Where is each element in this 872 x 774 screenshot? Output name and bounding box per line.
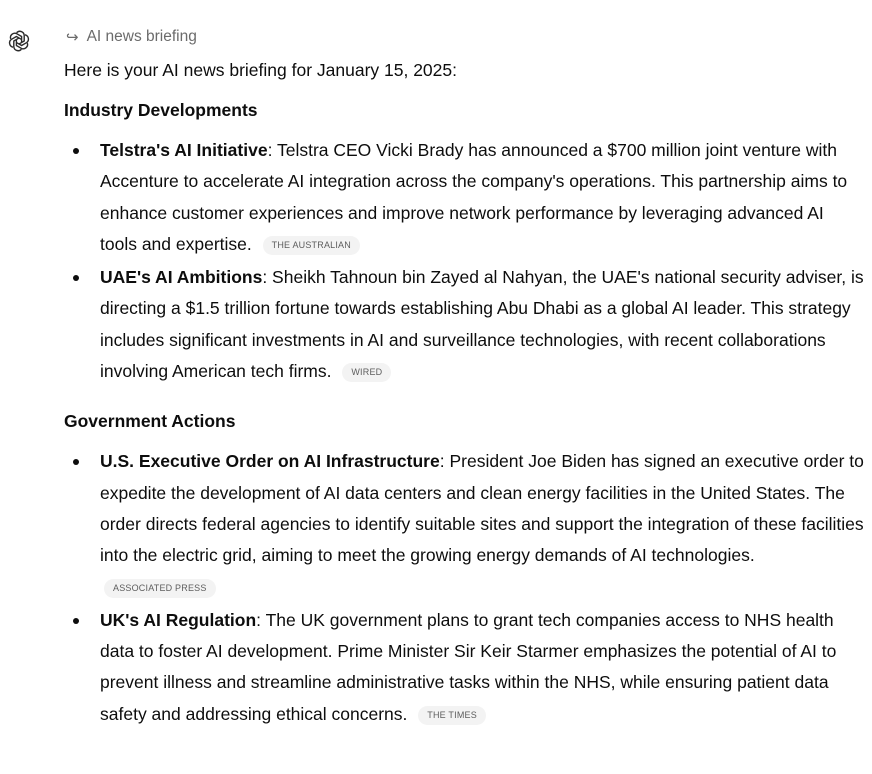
source-badge[interactable]: WIRED	[342, 363, 391, 382]
bullet-icon	[73, 459, 79, 465]
item-text: : Sheikh Tahnoun bin Zayed al Nahyan, the UAE's national security adviser, is directing a $1.5 trillion fortune towards establishing Abu Dhabi as a global AI leader. This strategy includes significant investments in AI and surveillance technologies, with recent collaborations involving American tech firms.	[100, 267, 864, 382]
source-badge[interactable]: THE TIMES	[418, 706, 486, 725]
message-content	[64, 24, 864, 732]
item-text: : Telstra CEO Vicki Brady has announced a $700 million joint venture with Accenture to accelerate AI integration across the company's operations. This partnership aims to enhance customer experiences and improve network performance by leveraging advanced AI tools and expertise.	[100, 140, 848, 254]
list-item	[64, 262, 864, 387]
item-text: : The UK government plans to grant tech companies access to NHS health data to foster AI development. Prime Minister Sir Keir Starmer emphasizes the potential of AI to prevent illness and streamline administrative tasks within the NHS, while ensuring patient data safety and addressing ethical concerns.	[100, 609, 837, 724]
industry-list	[64, 135, 864, 387]
bullet-icon	[73, 148, 79, 154]
bullet-icon	[73, 618, 79, 624]
section-heading-government: Government Actions	[64, 411, 236, 432]
source-badge[interactable]: ASSOCIATED PRESS	[104, 579, 216, 598]
assistant-avatar	[4, 26, 34, 56]
bullet-icon	[73, 275, 79, 281]
task-reference-label: AI news briefing	[86, 28, 197, 45]
item-title: UK's AI Regulation	[100, 609, 257, 630]
openai-logo-icon	[6, 28, 32, 54]
list-item	[64, 135, 864, 260]
section-heading-industry: Industry Developments	[64, 100, 258, 120]
item-title: U.S. Executive Order on AI Infrastructure	[100, 451, 440, 472]
government-list	[64, 446, 864, 730]
source-badge[interactable]: THE AUSTRALIAN	[263, 236, 360, 255]
list-item	[64, 605, 864, 730]
task-reference[interactable]	[64, 24, 864, 50]
list-item	[64, 446, 864, 602]
item-text: : President Joe Biden has signed an executive order to expedite the development of AI data centers and clean energy facilities in the United States. The order directs federal agencies to identify suitable sites and support the integration of these facilities into the electric grid, aiming to meet the growing energy demands of AI technologies.	[100, 451, 864, 566]
intro-text: Here is your AI news briefing for January 15, 2025:	[64, 60, 457, 80]
item-title: Telstra's AI Initiative	[100, 140, 268, 160]
reply-arrow-icon: ↪	[66, 28, 79, 46]
item-title: UAE's AI Ambitions	[100, 267, 263, 288]
